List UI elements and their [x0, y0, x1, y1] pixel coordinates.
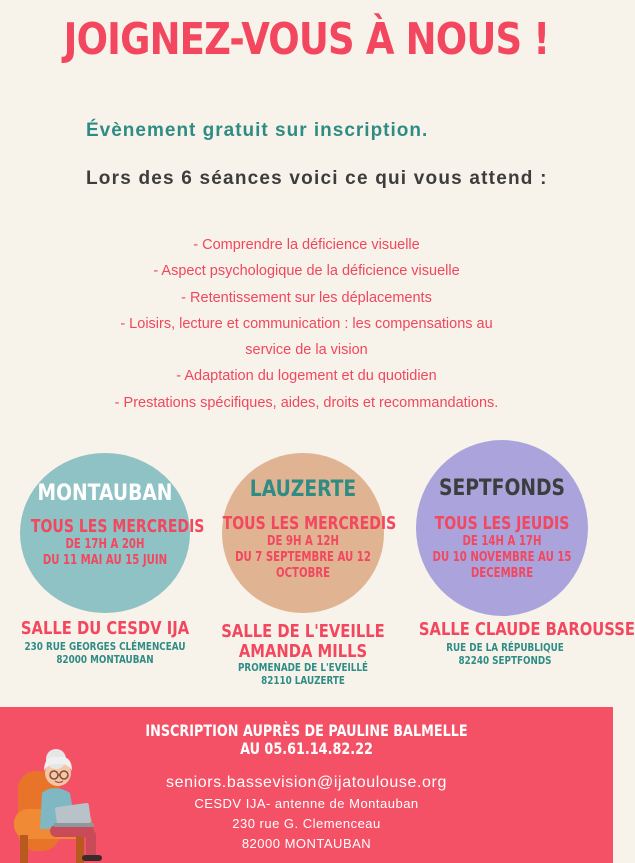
schedule-dates-cont-lauzerte: OCTOBRE	[275, 566, 331, 581]
list-item: - Aspect psychologique de la déficience visuelle	[153, 263, 460, 280]
city-name-septfonds: SEPTFONDS	[438, 476, 566, 501]
org-name: CESDV IJA- antenne de Montauban	[194, 796, 419, 811]
schedule-time-montauban: DE 17H A 20H	[65, 537, 145, 552]
schedule-time-septfonds: DE 14H A 17H	[462, 534, 542, 549]
venue-septfonds: SALLE CLAUDE BAROUSSE	[418, 619, 635, 640]
schedule-dates-montauban: DU 11 MAI AU 15 JUIN	[42, 553, 168, 568]
topics-list	[60, 232, 553, 416]
address-street-montauban: 230 RUE GEORGES CLÉMENCEAU	[24, 640, 186, 653]
city-name-montauban: MONTAUBAN	[37, 481, 173, 506]
address-street-septfonds: RUE DE LA RÉPUBLIQUE	[446, 641, 564, 654]
registration-contact: INSCRIPTION AUPRÈS DE PAULINE BALMELLE	[145, 721, 468, 740]
address-city-septfonds: 82240 SEPTFONDS	[458, 654, 552, 667]
list-item: - Adaptation du logement et du quotidien	[176, 368, 437, 385]
schedule-day-lauzerte: TOUS LES MERCREDIS	[222, 513, 397, 534]
schedule-dates-septfonds: DU 10 NOVEMBRE AU 15	[432, 550, 572, 565]
list-item: - Prestations spécifiques, aides, droits et recommandations.	[114, 394, 499, 411]
contact-email[interactable]: seniors.bassevision@ijatoulouse.org	[166, 774, 447, 791]
schedule-dates-lauzerte: DU 7 SEPTEMBRE AU 12	[235, 550, 371, 565]
list-item: service de la vision	[245, 342, 368, 359]
free-event-subtitle: Évènement gratuit sur inscription.	[86, 120, 429, 141]
sessions-subtitle: Lors des 6 séances voici ce qui vous attend :	[86, 168, 548, 189]
list-item: - Retentissement sur les déplacements	[181, 289, 432, 306]
venue-name-lauzerte: AMANDA MILLS	[238, 641, 368, 662]
registration-phone: AU 05.61.14.82.22	[240, 739, 373, 758]
org-street: 230 rue G. Clemenceau	[232, 816, 381, 831]
city-name-lauzerte: LAUZERTE	[249, 477, 357, 502]
schedule-time-lauzerte: DE 9H A 12H	[267, 534, 339, 549]
venue-montauban: SALLE DU CESDV IJA	[20, 618, 190, 639]
address-street-lauzerte: PROMENADE DE L'EVEILLÉ	[237, 661, 369, 674]
schedule-dates-cont-septfonds: DECEMBRE	[470, 566, 534, 581]
address-city-montauban: 82000 MONTAUBAN	[56, 653, 154, 666]
list-item: - Loisirs, lecture et communication : les compensations au	[120, 315, 493, 332]
schedule-day-septfonds: TOUS LES JEUDIS	[434, 513, 570, 534]
venue-lauzerte: SALLE DE L'EVEILLE	[221, 621, 385, 642]
page-title: JOIGNEZ-VOUS À NOUS !	[63, 14, 550, 65]
address-city-lauzerte: 82110 LAUZERTE	[261, 674, 345, 687]
schedule-day-montauban: TOUS LES MERCREDIS	[30, 516, 205, 537]
list-item: - Comprendre la déficience visuelle	[193, 237, 420, 253]
org-city: 82000 MONTAUBAN	[241, 836, 372, 851]
